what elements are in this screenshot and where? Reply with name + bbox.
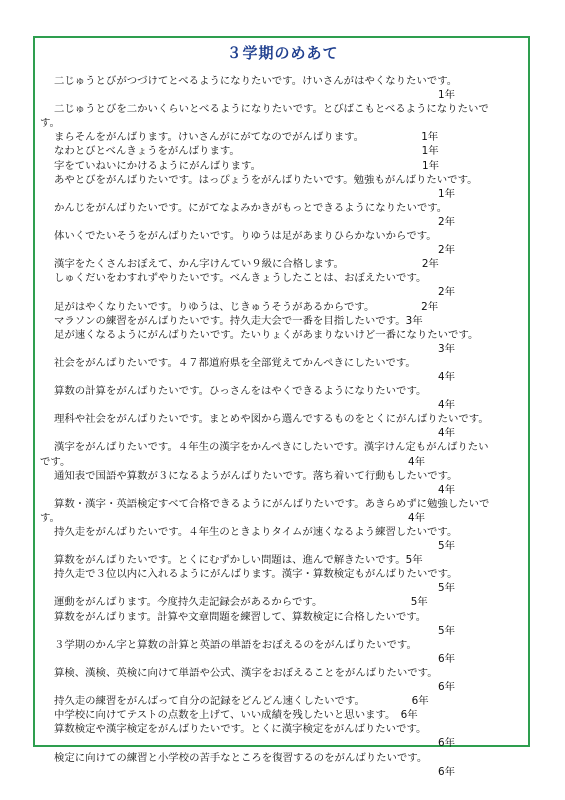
- goal-line: す。 4年: [40, 511, 426, 524]
- goal-line: 中学校に向けてテストの点数を上げて、いい成績を残したいと思います。 6年: [54, 709, 418, 722]
- goal-line: 算数をがんばります。計算や文章問題を練習して、算数検定に合格したいです。: [54, 610, 427, 623]
- goal-line: 持久走の練習をがんばって自分の記録をどんどん速くしたいです。 6年: [54, 695, 429, 708]
- goal-line: 算検、漢検、英検に向けて単語や公式、漢字をおぼえることをがんばりたいです。: [54, 666, 438, 679]
- grade-label: 5年: [437, 624, 455, 637]
- goal-line: 漢字をがんばりたいです。４年生の漢字をかんぺきにしたいです。漢字けん定もがんばりたい: [54, 441, 489, 454]
- goal-line: 算数・漢字・英語検定すべて合格できるようにがんばりたいです。あきらめずに勉強したいで: [54, 497, 490, 510]
- goal-line: あやとびをがんばりたいです。はっぴょうをがんばりたいです。勉強もがんばりたいです。: [54, 173, 478, 186]
- goal-line: なわとびとべんきょうをがんばります。 1年: [54, 145, 439, 158]
- goal-line: す。: [40, 117, 60, 130]
- goal-line: 足がはやくなりたいです。りゆうは、じきゅうそうがあるからです。 2年: [54, 300, 439, 313]
- grade-label: 5年: [437, 582, 455, 595]
- goal-line: 算数検定や漢字検定をがんばりたいです。とくに漢字検定をがんばりたいです。: [54, 723, 427, 736]
- goal-line: 持久走で３位以内に入れるようにがんばります。漢字・算数検定もがんばりたいです。: [54, 568, 458, 581]
- goal-line: 体いくでたいそうをがんばりたいです。りゆうは足があまりひらかないからです。: [54, 230, 437, 243]
- goal-line: 足が速くなるようにがんばりたいです。たいりょくがあまりないけど一番になりたいです。: [54, 328, 479, 341]
- goal-line: マラソンの練習をがんばりたいです。持久走大会で一番を目指したいです。3年: [54, 314, 423, 327]
- grade-label: 4年: [437, 399, 455, 412]
- grade-label: 6年: [437, 765, 455, 778]
- grade-label: 4年: [437, 370, 455, 383]
- goal-line: 社会をがんばりたいです。４７都道府県を全部覚えてかんぺきにしたいです。: [54, 356, 416, 369]
- grade-label: 2年: [437, 244, 455, 257]
- goal-line: 算数をがんばりたいです。とくにむずかしい問題は、進んで解きたいです。5年: [54, 554, 423, 567]
- grade-label: 5年: [437, 540, 455, 553]
- page-title: ３学期のめあて: [226, 44, 339, 62]
- goal-line: です。 4年: [40, 455, 426, 468]
- goal-line: 二じゅうとびを二かいくらいとべるようになりたいです。とびばこもとべるようになりたいで: [54, 103, 489, 116]
- grade-label: 4年: [437, 427, 455, 440]
- goal-line: しゅくだいをわすれずやりたいです。べんきょうしたことは、おぼえたいです。: [54, 272, 427, 285]
- goal-line: 二じゅうとびがつづけてとべるようになりたいです。けいさんがはやくなりたいです。: [54, 75, 458, 87]
- goal-line: まらそんをがんばります。けいさんがにがてなのでがんばります。 1年: [54, 131, 439, 144]
- goal-line: 漢字をたくさんおぼえて、かん字けんてい９級に合格します。 2年: [54, 258, 439, 271]
- grade-label: 6年: [437, 681, 455, 694]
- goal-line: 持久走をがんばりたいです。４年生のときよりタイムが速くなるよう練習したいです。: [54, 526, 458, 538]
- goal-line: 運動をがんばります。今度持久走記録会があるからです。 5年: [54, 596, 428, 609]
- grade-label: 1年: [437, 187, 455, 200]
- goal-line: 理科や社会をがんばりたいです。まとめや図から選んでするものをとくにがんばりたいです。: [54, 413, 489, 426]
- goals-list: [40, 74, 525, 779]
- goal-line: 算数の計算をがんばりたいです。ひっさんをはやくできるようになりたいです。: [54, 385, 427, 398]
- grade-label: 2年: [437, 286, 455, 299]
- grade-label: 1年: [437, 89, 455, 102]
- goal-line: ３学期のかん字と算数の計算と英語の単語をおぼえるのをがんばりたいです。: [54, 638, 417, 651]
- goal-line: かんじをがんばりたいです。にがてなよみかきがもっとできるようになりたいです。: [54, 201, 448, 214]
- grade-label: 6年: [437, 652, 455, 665]
- grade-label: 6年: [437, 737, 455, 750]
- grade-label: 4年: [437, 483, 455, 496]
- goal-line: 通知表で国語や算数が３になるようがんばりたいです。落ち着いて行動もしたいです。: [54, 469, 458, 482]
- goal-line: 検定に向けての練習と小学校の苦手なところを復習するのをがんばりたいです。: [54, 751, 428, 764]
- grade-label: 2年: [437, 215, 455, 228]
- grade-label: 3年: [437, 342, 455, 355]
- goal-line: 字をていねいにかけるようにがんばります。 1年: [54, 159, 440, 172]
